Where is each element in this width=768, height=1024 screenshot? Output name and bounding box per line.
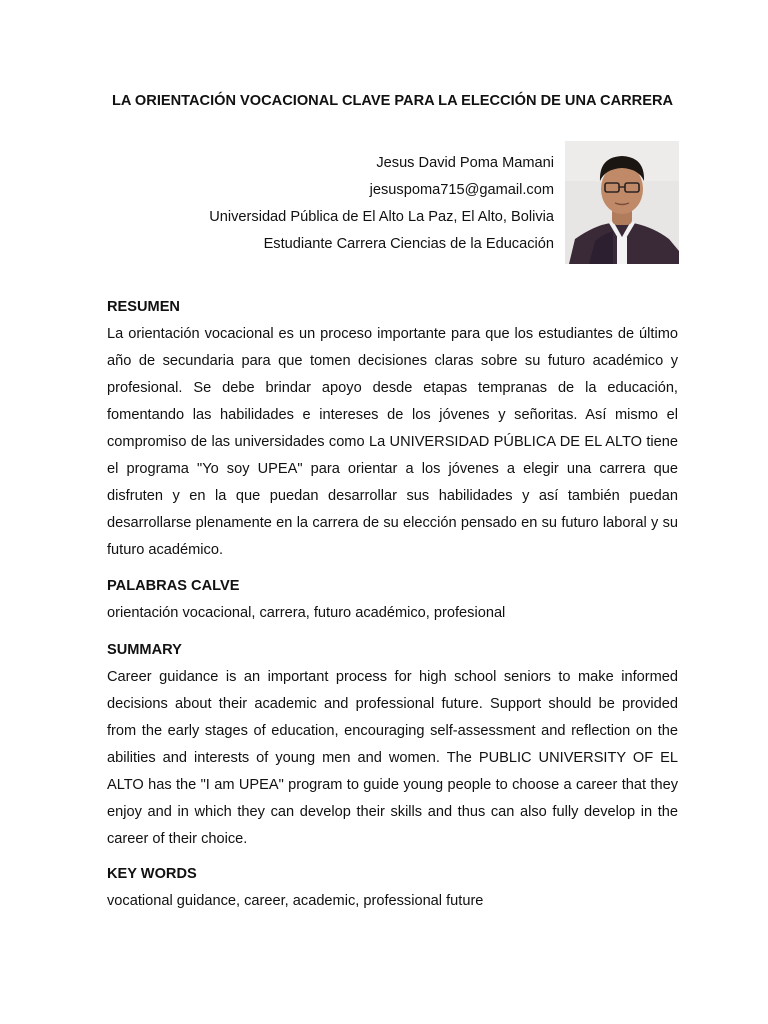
summary-text: Career guidance is an important process for high school seniors to make informed decisions about their academic and professional future. Support should be provided from the early stages of education, encouraging self-assessment and reflection on the abilities and interests of young men and women. The PUBLIC UNIVERSITY OF EL ALTO has the "I am UPEA" program to guide young people to choose a career that they enjoy and in which they can develop their skills and thus can also fully develop in the career of their choice. (107, 669, 678, 847)
author-name: Jesus David Poma Mamani (376, 155, 554, 171)
key-words-section (107, 861, 678, 915)
resumen-text: La orientación vocacional es un proceso importante para que los estudiantes de último año de secundaria para que tomen decisiones claras sobre su futuro académico y profesional. Se debe brindar apoyo desde etapas tempranas de la educación, fomentando las habilidades e intereses de los jóvenes y señoritas. Así mismo el compromiso de las universidades como La UNIVERSIDAD PÚBLICA DE EL ALTO tiene el programa "Yo soy UPEA" para orientar a los jóvenes a elegir una carrera que disfruten y en la que puedan desarrollar sus habilidades y así también puedan desarrollarse plenamente en la carrera de su elección pensado en su futuro laboral y su futuro académico. (107, 326, 678, 558)
paper-title: LA ORIENTACIÓN VOCACIONAL CLAVE PARA LA ELECCIÓN DE UNA CARRERA (111, 93, 674, 109)
palabras-clave-section (107, 573, 678, 627)
author-affiliation: Universidad Pública de El Alto La Paz, El Alto, Bolivia (209, 209, 554, 225)
resumen-heading: RESUMEN (107, 299, 180, 315)
resumen-section (107, 294, 678, 564)
palabras-clave-text: orientación vocacional, carrera, futuro académico, profesional (107, 605, 506, 621)
key-words-heading: KEY WORDS (107, 866, 197, 882)
author-email: jesuspoma715@gamail.com (369, 182, 554, 198)
key-words-text: vocational guidance, career, academic, professional future (107, 893, 484, 909)
summary-heading: SUMMARY (107, 642, 182, 658)
author-photo-icon (565, 141, 679, 264)
author-role: Estudiante Carrera Ciencias de la Educación (263, 236, 554, 252)
summary-section (107, 637, 678, 853)
author-info (107, 150, 554, 258)
palabras-clave-heading: PALABRAS CALVE (107, 578, 240, 594)
